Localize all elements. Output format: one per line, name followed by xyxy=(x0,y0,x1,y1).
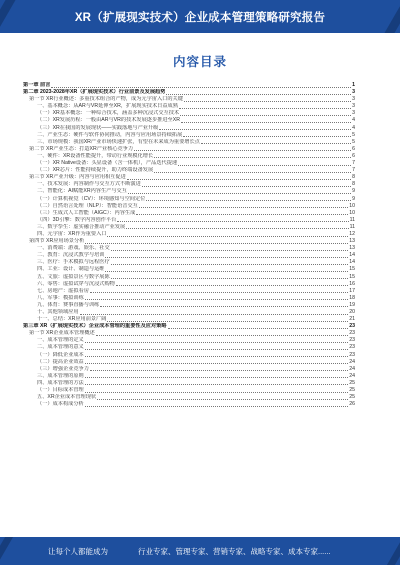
toc-entry-text: （二）自然语言处理（NLP）：智能语音交互 xyxy=(37,202,138,209)
header-decoration-right xyxy=(384,0,400,33)
toc-entry-text: 二、教育：沉浸式教学与培训 xyxy=(37,252,105,259)
toc-entry[interactable] xyxy=(23,259,355,266)
toc-entry-text: （二）XR发展历程：一般由AR与VR的技术发展逐步推进至XR xyxy=(37,117,180,124)
toc-leader-dots xyxy=(139,204,348,208)
toc-entry-text: 八、军事：模拟训练 xyxy=(37,294,84,301)
toc-page-number: 23 xyxy=(349,337,355,344)
footer-tagline: 行业专家、管理专家、营销专家、战略专家、成本专家...... xyxy=(138,546,331,556)
toc-entry[interactable] xyxy=(23,224,355,231)
toc-page-number: 1 xyxy=(352,82,355,88)
toc-page-number: 23 xyxy=(349,344,355,351)
toc-leader-dots xyxy=(85,339,349,343)
toc-entry[interactable] xyxy=(23,174,355,181)
toc-leader-dots xyxy=(116,282,348,286)
toc-leader-dots xyxy=(201,140,351,144)
toc-leader-dots xyxy=(85,360,349,364)
toc-entry[interactable] xyxy=(23,110,355,117)
toc-leader-dots xyxy=(85,389,349,393)
toc-entry[interactable] xyxy=(23,146,355,153)
toc-entry-text: 一、消费端：游戏、娱乐、社交 xyxy=(37,245,110,252)
toc-page-number: 24 xyxy=(349,358,355,365)
toc-entry-text: 第三章 XR（扩展现实技术）企业成本管理的重要性及应对策略 xyxy=(23,323,167,330)
toc-entry[interactable] xyxy=(23,366,355,373)
toc-entry[interactable] xyxy=(23,153,355,160)
toc-entry[interactable] xyxy=(23,125,355,132)
toc-leader-dots xyxy=(107,233,348,237)
toc-entry[interactable] xyxy=(23,359,355,366)
toc-leader-dots xyxy=(154,169,351,173)
toc-entry-text: （一）计算机视觉（CV）：环境感知与空间定位 xyxy=(37,195,146,202)
toc-page-number: 15 xyxy=(349,273,355,280)
page-footer xyxy=(0,537,400,565)
toc-page-number: 23 xyxy=(349,351,355,358)
toc-page-number: 25 xyxy=(349,387,355,394)
toc-leader-dots xyxy=(111,261,349,265)
toc-leader-dots xyxy=(105,268,348,272)
toc-entry[interactable] xyxy=(23,344,355,351)
toc-entry[interactable] xyxy=(23,330,355,337)
toc-entry[interactable] xyxy=(23,196,355,203)
toc-entry-text: 第一节 XR企业成本管理概述 xyxy=(29,330,95,337)
toc-entry-text: 四、成本管理的方法 xyxy=(37,379,84,386)
toc-page-number: 7 xyxy=(352,160,355,167)
toc-page-number: 5 xyxy=(352,131,355,138)
toc-leader-dots xyxy=(100,303,348,307)
toc-leader-dots xyxy=(85,374,349,378)
toc-entry[interactable] xyxy=(23,245,355,252)
toc-entry[interactable] xyxy=(23,103,355,110)
toc-leader-dots xyxy=(184,98,351,102)
toc-entry-text: 一、基本概念：从AR与VR延伸至XR，扩展现实技术日益成熟 xyxy=(37,103,178,110)
toc-entry-text: 第四节 XR应用场景分析 xyxy=(29,238,85,245)
toc-entry-text: 五、XR企业成本管理现状 xyxy=(37,394,97,401)
toc-entry[interactable] xyxy=(23,217,355,224)
toc-entry[interactable] xyxy=(23,309,355,316)
page-header xyxy=(0,0,400,33)
toc-entry[interactable] xyxy=(23,323,355,330)
toc-entry-text: 一、技术发展：内容制作与交互方式不断演进 xyxy=(37,181,141,188)
toc-leader-dots xyxy=(90,289,348,293)
toc-entry[interactable] xyxy=(23,181,355,188)
toc-page-number: 9 xyxy=(352,188,355,195)
toc-leader-dots xyxy=(85,381,349,385)
toc-entry[interactable] xyxy=(23,238,355,245)
toc-entry-text: 第一章 前言 xyxy=(23,82,51,88)
toc-page-number: 15 xyxy=(349,266,355,273)
toc-entry-text: （三）生成式人工智能（AIGC）：内容生成 xyxy=(37,209,136,216)
toc-page-number: 7 xyxy=(352,167,355,174)
toc-page-number: 23 xyxy=(349,330,355,337)
toc-entry-text: 第三节 XR产业升级：内容与应用相互促进 xyxy=(29,174,126,181)
toc-entry-text: 三、市场规模：我国XR产业市场快速扩张，有望在未来成为重要增长点 xyxy=(37,138,200,145)
toc-entry[interactable] xyxy=(23,82,355,89)
toc-entry[interactable] xyxy=(23,252,355,259)
toc-entry[interactable] xyxy=(23,288,355,295)
toc-page-number: 10 xyxy=(349,209,355,216)
toc-page-number: 3 xyxy=(352,89,355,96)
toc-entry[interactable] xyxy=(23,117,355,124)
toc-entry-text: 一、成本管理的定义 xyxy=(37,337,84,344)
toc-entry[interactable] xyxy=(23,302,355,309)
toc-entry-text: （二）提高企业效益 xyxy=(37,358,84,365)
toc-leader-dots xyxy=(117,218,348,222)
toc-entry-text: （一）降低企业成本 xyxy=(37,351,84,358)
toc-entry-text: 六、零售：虚拟试穿与沉浸式购物 xyxy=(37,280,115,287)
toc-leader-dots xyxy=(159,126,351,130)
toc-page-number: 21 xyxy=(349,316,355,323)
toc-entry-text: 二、产业生态：硬件与软件协同推动，内容与应用场景持续拓展 xyxy=(37,131,183,138)
toc-page-number: 17 xyxy=(349,287,355,294)
toc-page-number: 13 xyxy=(349,238,355,245)
toc-entry-text: （三）增强企业竞争力 xyxy=(37,365,89,372)
toc-entry[interactable] xyxy=(23,96,355,103)
toc-leader-dots xyxy=(128,190,351,194)
toc-entry-text: （一）XR基本概念：一种综合技术，涵盖多种沉浸式交互技术 xyxy=(37,110,180,117)
toc-page-number: 3 xyxy=(352,96,355,103)
toc-page-number: 25 xyxy=(349,394,355,401)
toc-leader-dots xyxy=(96,332,349,336)
toc-leader-dots xyxy=(107,318,348,322)
toc-entry[interactable] xyxy=(23,401,355,408)
toc-leader-dots xyxy=(178,162,351,166)
toc-leader-dots xyxy=(85,346,349,350)
toc-page-number: 25 xyxy=(349,379,355,386)
toc-page-number: 3 xyxy=(352,103,355,110)
toc-leader-dots xyxy=(180,112,351,116)
toc-entry-text: 四、工业：设计、制造与运维 xyxy=(37,266,105,273)
footer-decoration-left xyxy=(0,537,13,565)
toc-leader-dots xyxy=(85,353,349,357)
toc-entry[interactable] xyxy=(23,231,355,238)
toc-page-number: 8 xyxy=(352,181,355,188)
toc-page-number: 9 xyxy=(352,195,355,202)
toc-leader-dots xyxy=(181,119,351,123)
toc-leader-dots xyxy=(166,91,351,95)
toc-page-number: 8 xyxy=(352,174,355,181)
toc-leader-dots xyxy=(136,211,348,215)
toc-entry-text: （一）成本构成分析 xyxy=(37,401,84,408)
toc-leader-dots xyxy=(85,403,349,407)
toc-leader-dots xyxy=(154,154,351,158)
toc-page-number: 4 xyxy=(352,124,355,131)
toc-entry[interactable] xyxy=(23,387,355,394)
toc-entry-text: 三、成本管理的原则 xyxy=(37,372,84,379)
toc-entry[interactable] xyxy=(23,295,355,302)
toc-leader-dots xyxy=(105,254,348,258)
toc-page-number: 5 xyxy=(352,138,355,145)
toc-page-number: 14 xyxy=(349,252,355,259)
toc-leader-dots xyxy=(51,84,351,88)
toc-page-number: 23 xyxy=(349,323,355,330)
toc-leader-dots xyxy=(134,147,351,151)
toc-page-number: 12 xyxy=(349,230,355,237)
toc-page-number: 19 xyxy=(349,301,355,308)
toc-entry[interactable] xyxy=(23,132,355,139)
table-of-contents xyxy=(23,82,355,408)
footer-decoration-right xyxy=(387,537,400,565)
toc-page-number: 14 xyxy=(349,259,355,266)
toc-entry[interactable] xyxy=(23,274,355,281)
toc-page-number: 24 xyxy=(349,372,355,379)
toc-page-number: 11 xyxy=(349,223,355,230)
toc-leader-dots xyxy=(111,247,349,251)
toc-leader-dots xyxy=(127,176,351,180)
toc-page-number: 6 xyxy=(352,145,355,152)
toc-leader-dots xyxy=(85,296,349,300)
toc-entry[interactable] xyxy=(23,316,355,323)
toc-entry[interactable] xyxy=(23,89,355,96)
toc-page-number: 20 xyxy=(349,309,355,315)
toc-leader-dots xyxy=(146,197,351,201)
toc-heading: 内容目录 xyxy=(172,55,227,69)
toc-entry[interactable] xyxy=(23,203,355,210)
toc-leader-dots xyxy=(97,396,348,400)
toc-entry[interactable] xyxy=(23,160,355,167)
report-title: XR（扩展现实技术）企业成本管理策略研究报告 xyxy=(74,11,326,24)
toc-entry[interactable] xyxy=(23,373,355,380)
toc-entry[interactable] xyxy=(23,139,355,146)
toc-entry-text: （一）目标成本管理 xyxy=(37,387,84,394)
toc-entry-text: 二、成本管理的意义 xyxy=(37,344,84,351)
toc-leader-dots xyxy=(168,325,349,329)
toc-entry-text: 第二节 XR产业生态：打造XR产业核心竞争力 xyxy=(29,145,134,152)
toc-leader-dots xyxy=(85,240,348,244)
toc-entry-text: （一）XR Native设备：头显设备（含一体机），产品迭代提速 xyxy=(37,160,178,167)
toc-entry-text: 三、医疗：手术模拟与远程医疗 xyxy=(37,259,110,266)
toc-entry-text: （三）XR在我国的发展现状——实践落地与产业升级 xyxy=(37,124,159,131)
toc-page-number: 6 xyxy=(352,152,355,159)
toc-page-number: 13 xyxy=(349,245,355,252)
toc-entry-text: 四、元宇宙：XR作为重要入口 xyxy=(37,230,107,237)
header-decoration-left xyxy=(0,0,16,33)
toc-entry[interactable] xyxy=(23,380,355,387)
toc-entry[interactable] xyxy=(23,337,355,344)
toc-entry-text: 九、体育：赛事直播与训练 xyxy=(37,301,100,308)
toc-entry[interactable] xyxy=(23,210,355,217)
toc-entry-text: 一、硬件：XR设备性能提升，带动行业规模化增长 xyxy=(37,152,154,159)
toc-entry-text: 二、智能化：AI赋能XR内容生产与交互 xyxy=(37,188,127,195)
toc-leader-dots xyxy=(183,133,351,137)
toc-leader-dots xyxy=(90,367,348,371)
toc-entry[interactable] xyxy=(23,188,355,195)
toc-entry-text: 七、房地产：虚拟看房 xyxy=(37,287,89,294)
toc-leader-dots xyxy=(111,275,349,279)
footer-brand: 让每个人都能成为 xyxy=(48,546,108,556)
toc-entry-text: （二）XR芯片：性能持续提升，助力终端设备发展 xyxy=(37,167,154,174)
toc-entry[interactable] xyxy=(23,281,355,288)
toc-page-number: 26 xyxy=(349,401,355,408)
toc-entry-text: 五、文旅：虚拟景区与数字展陈 xyxy=(37,273,110,280)
toc-page-number: 3 xyxy=(352,110,355,117)
toc-entry-text: 第二章 2023-2028年XR（扩展现实技术）行业前景及发展趋势 xyxy=(23,89,166,96)
toc-entry-text: 十、其他领域应用 xyxy=(37,309,79,315)
toc-page-number: 4 xyxy=(352,117,355,124)
toc-page-number: 10 xyxy=(349,202,355,209)
toc-entry[interactable] xyxy=(23,394,355,401)
toc-entry-text: 十一、总结：XR应用前景广阔 xyxy=(37,316,107,323)
toc-page-number: 24 xyxy=(349,365,355,372)
toc-leader-dots xyxy=(142,183,351,187)
toc-entry-text: 第一节 XR行业概述：多重技术组合的产物，成为元宇宙入口的关键 xyxy=(29,96,183,103)
toc-page-number: 11 xyxy=(349,216,355,223)
toc-leader-dots xyxy=(126,225,348,229)
toc-entry[interactable] xyxy=(23,167,355,174)
toc-entry[interactable] xyxy=(23,266,355,273)
toc-page-number: 18 xyxy=(349,294,355,301)
toc-entry-text: 三、数字孪生：虚实融合推动产业发展 xyxy=(37,223,126,230)
toc-entry[interactable] xyxy=(23,352,355,359)
toc-entry-text: （四）3D引擎：数字内容创作平台 xyxy=(37,216,117,223)
toc-leader-dots xyxy=(80,311,349,315)
toc-leader-dots xyxy=(179,105,351,109)
toc-page-number: 16 xyxy=(349,280,355,287)
